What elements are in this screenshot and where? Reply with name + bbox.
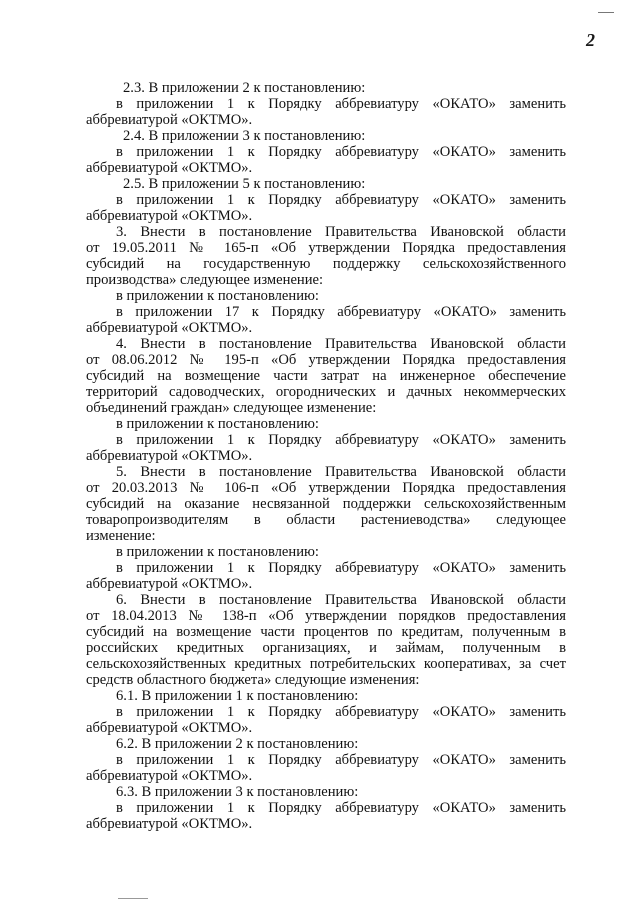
- text-line: аббревиатурой «ОКТМО».: [86, 160, 253, 176]
- paragraph: [86, 752, 566, 784]
- paragraph: [86, 80, 566, 96]
- paragraph: [86, 128, 566, 144]
- text-line: 2.5. В приложении 5 к постановлению:: [123, 176, 366, 192]
- text-line: аббревиатурой «ОКТМО».: [86, 576, 253, 592]
- text-line: аббревиатурой «ОКТМО».: [86, 320, 253, 336]
- text-line: в приложении 1 к Порядку аббревиатуру «ОКАТО» заменить: [116, 432, 566, 448]
- text-line: аббревиатурой «ОКТМО».: [86, 208, 253, 224]
- text-line: 3. Внести в постановление Правительства Ивановской области: [116, 224, 566, 240]
- paragraph: [86, 176, 566, 192]
- text-line: сельскохозяйственных кредитных потребительских кооперативах, за счет: [86, 656, 566, 672]
- text-line: в приложении 1 к Порядку аббревиатуру «ОКАТО» заменить: [116, 800, 566, 816]
- text-line: в приложении 1 к Порядку аббревиатуру «ОКАТО» заменить: [116, 192, 566, 208]
- page-number: 2: [586, 30, 595, 50]
- text-line: аббревиатурой «ОКТМО».: [86, 720, 253, 736]
- text-line: в приложении к постановлению:: [116, 416, 319, 432]
- text-line: субсидий на оказание несвязанной поддержки сельскохозяйственным: [86, 496, 566, 512]
- paragraph: [86, 288, 566, 304]
- paragraph: [86, 304, 566, 336]
- text-line: 6. Внести в постановление Правительства Ивановской области: [116, 592, 566, 608]
- paragraph: [86, 464, 566, 544]
- text-line: от 18.04.2013 № 138-п «Об утверждении порядков предоставления: [86, 608, 566, 624]
- text-line: 2.4. В приложении 3 к постановлению:: [123, 128, 366, 144]
- text-line: аббревиатурой «ОКТМО».: [86, 448, 253, 464]
- paragraph: [86, 416, 566, 432]
- text-line: средств областного бюджета» следующие изменения:: [86, 672, 420, 688]
- text-line: от 20.03.2013 № 106-п «Об утверждении Порядка предоставления: [86, 480, 566, 496]
- text-line: аббревиатурой «ОКТМО».: [86, 768, 253, 784]
- text-line: 6.2. В приложении 2 к постановлению:: [116, 736, 359, 752]
- text-line: субсидий на государственную поддержку сельскохозяйственного: [86, 256, 566, 272]
- text-line: товаропроизводителям в области растениеводства» следующее: [86, 512, 566, 528]
- text-line: 2.3. В приложении 2 к постановлению:: [123, 80, 366, 96]
- paragraph: [86, 224, 566, 288]
- text-line: в приложении 1 к Порядку аббревиатуру «ОКАТО» заменить: [116, 752, 566, 768]
- text-line: в приложении 1 к Порядку аббревиатуру «ОКАТО» заменить: [116, 144, 566, 160]
- text-line: территорий садоводческих, огороднических и дачных некоммерческих: [86, 384, 566, 400]
- paragraph: [86, 544, 566, 560]
- text-line: в приложении 17 к Порядку аббревиатуру «ОКАТО» заменить: [116, 304, 566, 320]
- text-line: от 08.06.2012 № 195-п «Об утверждении Порядка предоставления: [86, 352, 566, 368]
- text-line: аббревиатурой «ОКТМО».: [86, 112, 253, 128]
- paragraph: [86, 144, 566, 176]
- text-line: 5. Внести в постановление Правительства Ивановской области: [116, 464, 566, 480]
- paragraph: [86, 800, 566, 832]
- paragraph: [86, 688, 566, 704]
- text-line: в приложении 1 к Порядку аббревиатуру «ОКАТО» заменить: [116, 96, 566, 112]
- text-line: субсидий на возмещение части процентов по кредитам, полученным в: [86, 624, 566, 640]
- paragraph: [86, 96, 566, 128]
- text-line: от 19.05.2011 № 165-п «Об утверждении Порядка предоставления: [86, 240, 566, 256]
- paragraph: [86, 560, 566, 592]
- text-line: 4. Внести в постановление Правительства Ивановской области: [116, 336, 566, 352]
- paragraph: [86, 736, 566, 752]
- text-line: субсидий на возмещение части затрат на инженерное обеспечение: [86, 368, 566, 384]
- scan-mark: [118, 898, 148, 899]
- paragraph: [86, 432, 566, 464]
- scan-mark: [598, 12, 614, 13]
- document-body: [86, 80, 566, 832]
- paragraph: [86, 784, 566, 800]
- paragraph: [86, 192, 566, 224]
- paragraph: [86, 336, 566, 416]
- text-line: объединений граждан» следующее изменение:: [86, 400, 377, 416]
- text-line: изменение:: [86, 528, 156, 544]
- text-line: в приложении к постановлению:: [116, 544, 319, 560]
- paragraph: [86, 704, 566, 736]
- text-line: 6.1. В приложении 1 к постановлению:: [116, 688, 359, 704]
- text-line: российских кредитных организациях, и займам, полученным в: [86, 640, 566, 656]
- text-line: аббревиатурой «ОКТМО».: [86, 816, 253, 832]
- text-line: в приложении 1 к Порядку аббревиатуру «ОКАТО» заменить: [116, 560, 566, 576]
- text-line: 6.3. В приложении 3 к постановлению:: [116, 784, 359, 800]
- paragraph: [86, 592, 566, 688]
- text-line: в приложении 1 к Порядку аббревиатуру «ОКАТО» заменить: [116, 704, 566, 720]
- text-line: производства» следующее изменение:: [86, 272, 324, 288]
- text-line: в приложении к постановлению:: [116, 288, 319, 304]
